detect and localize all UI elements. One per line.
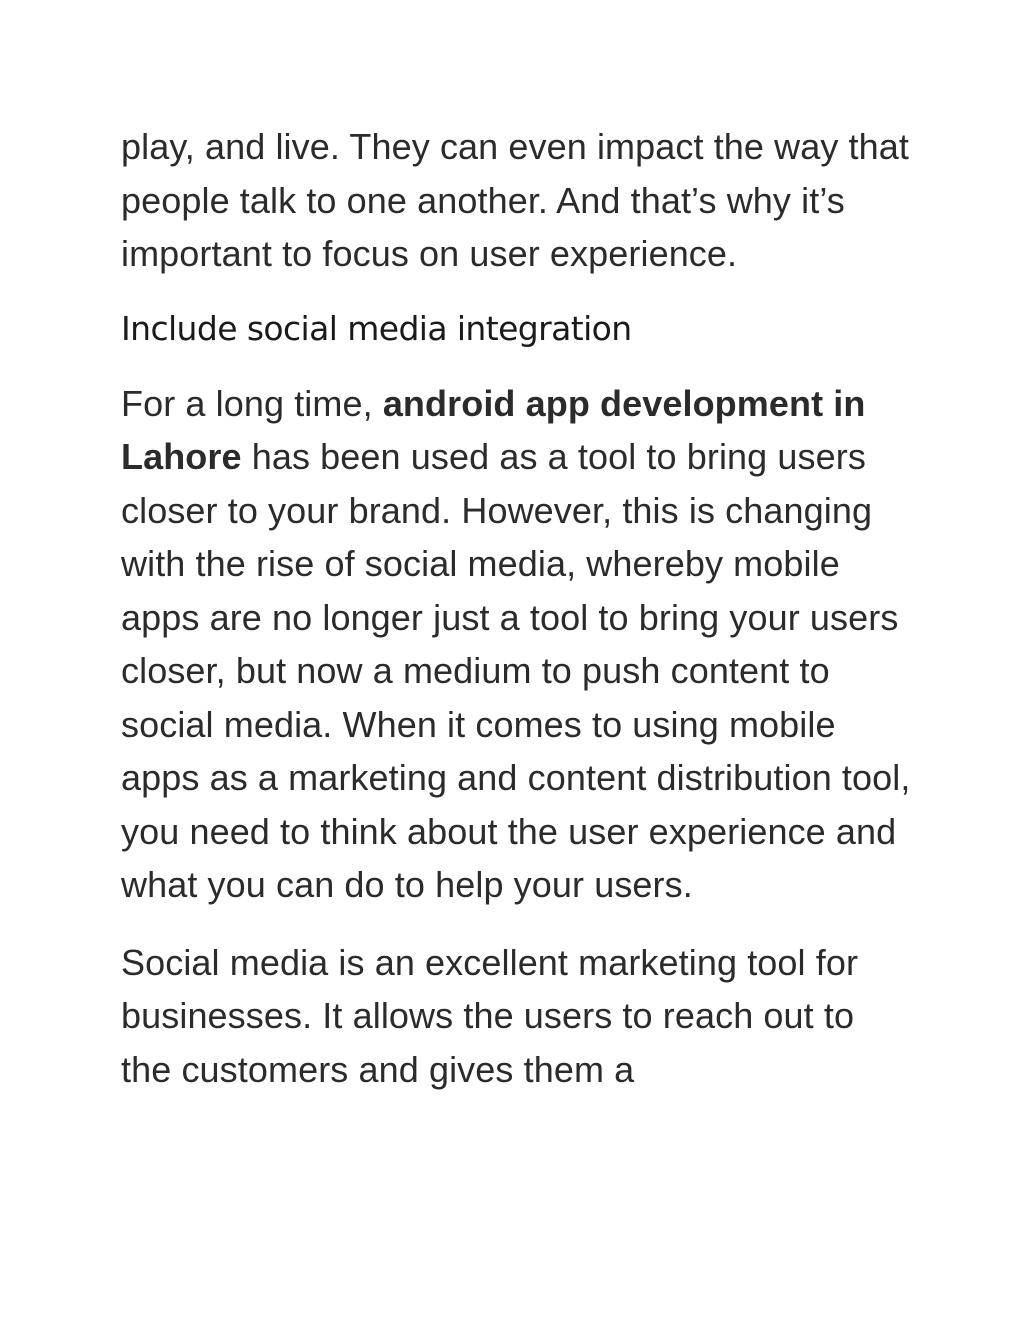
document-page <box>121 120 911 1096</box>
paragraph-social-media: Social media is an excellent marketing tool for businesses. It allows the users to reach out to the customers and gives them a <box>121 941 859 1090</box>
paragraph-text-after: has been used as a tool to bring users closer to your brand. However, this is changing with the rise of social media, whereby mobile apps are no longer just a tool to bring your users closer, but now a medium to push content to social media. When it comes to using mobile apps as a marketing and content distribution tool, you need to think about the user experience and what you can do to help your users. <box>121 436 911 905</box>
bold-keyword: android app development in Lahore <box>121 382 866 477</box>
section-heading: Include social media integration <box>121 308 632 348</box>
paragraph-intro: play, and live. They can even impact the way that people talk to one another. And that’s why it’s important to focus on user experience. <box>121 126 910 274</box>
paragraph-android-development <box>121 377 911 912</box>
paragraph-text-before: For a long time, <box>121 382 383 424</box>
